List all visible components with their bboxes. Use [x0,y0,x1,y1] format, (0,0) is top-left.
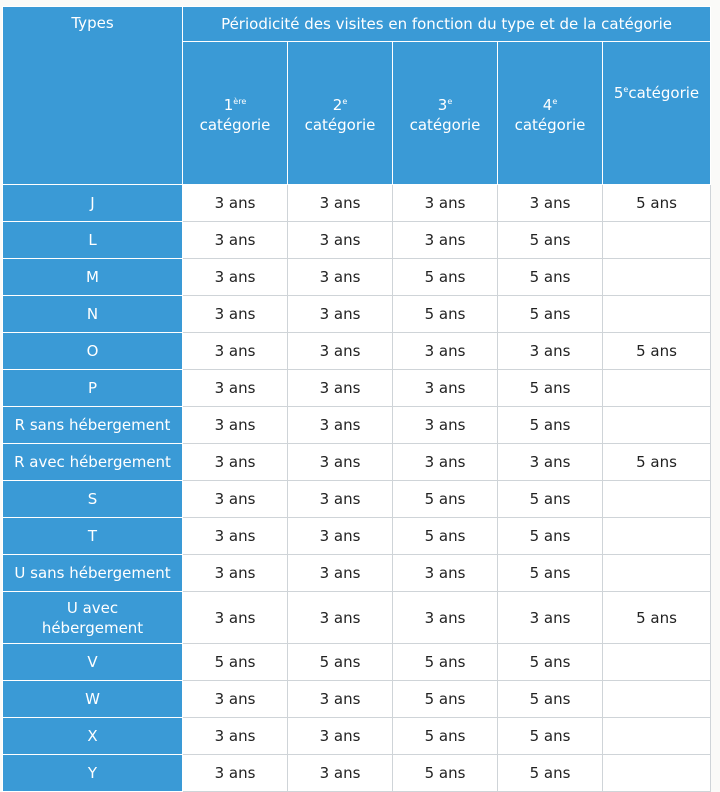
value-cell-cat-3: 3 ans [393,555,498,592]
type-cell: R sans hébergement [3,407,183,444]
value-cell-cat-2: 3 ans [288,185,393,222]
table-row [3,444,711,481]
value-cell-cat-5 [603,481,711,518]
category-number: 3 [437,95,448,114]
value-cell-cat-1: 5 ans [183,644,288,681]
value-cell-cat-4: 3 ans [498,185,603,222]
value-cell-cat-5 [603,407,711,444]
category-number: 2 [332,95,343,114]
category-header-1 [183,42,288,185]
value-cell-cat-4: 3 ans [498,444,603,481]
table-row [3,681,711,718]
table-row [3,644,711,681]
value-cell-cat-5 [603,755,711,792]
table-body [3,185,711,792]
value-cell-cat-3: 5 ans [393,518,498,555]
category-label: catégorie [409,115,481,134]
table-row [3,592,711,644]
value-cell-cat-3: 5 ans [393,644,498,681]
value-cell-cat-5 [603,222,711,259]
table-row [3,555,711,592]
value-cell-cat-3: 3 ans [393,222,498,259]
type-cell: U sans hébergement [3,555,183,592]
value-cell-cat-5 [603,296,711,333]
value-cell-cat-5 [603,518,711,555]
value-cell-cat-4: 5 ans [498,681,603,718]
value-cell-cat-1: 3 ans [183,296,288,333]
table-row [3,718,711,755]
type-cell: V [3,644,183,681]
value-cell-cat-5 [603,718,711,755]
value-cell-cat-4: 5 ans [498,407,603,444]
value-cell-cat-4: 5 ans [498,518,603,555]
types-header [3,7,183,185]
type-cell: M [3,259,183,296]
value-cell-cat-1: 3 ans [183,592,288,644]
value-cell-cat-1: 3 ans [183,370,288,407]
value-cell-cat-5 [603,644,711,681]
value-cell-cat-4: 5 ans [498,644,603,681]
value-cell-cat-1: 3 ans [183,718,288,755]
table-row [3,259,711,296]
category-number: 4 [542,95,553,114]
periodicity-table [2,6,711,792]
value-cell-cat-3: 3 ans [393,407,498,444]
value-cell-cat-3: 5 ans [393,755,498,792]
type-cell: Y [3,755,183,792]
category-label: catégorie [199,115,271,134]
value-cell-cat-4: 3 ans [498,592,603,644]
category-suffix: e [342,96,348,106]
table-header [3,7,711,185]
category-number: 5 [613,84,624,102]
value-cell-cat-5 [603,259,711,296]
value-cell-cat-2: 3 ans [288,333,393,370]
value-cell-cat-4: 3 ans [498,333,603,370]
value-cell-cat-1: 3 ans [183,407,288,444]
category-label: catégorie [514,115,586,134]
value-cell-cat-1: 3 ans [183,222,288,259]
value-cell-cat-1: 3 ans [183,681,288,718]
value-cell-cat-4: 5 ans [498,718,603,755]
type-cell: S [3,481,183,518]
types-header-label: Types [71,14,114,32]
value-cell-cat-2: 3 ans [288,718,393,755]
value-cell-cat-3: 3 ans [393,185,498,222]
value-cell-cat-3: 3 ans [393,444,498,481]
category-suffix: e [447,96,453,106]
value-cell-cat-2: 3 ans [288,407,393,444]
value-cell-cat-1: 3 ans [183,444,288,481]
value-cell-cat-4: 5 ans [498,481,603,518]
value-cell-cat-1: 3 ans [183,259,288,296]
table-row [3,296,711,333]
value-cell-cat-5: 5 ans [603,592,711,644]
value-cell-cat-5: 5 ans [603,185,711,222]
type-cell: N [3,296,183,333]
category-suffix: ère [233,96,247,106]
table-row [3,370,711,407]
category-number: 1 [223,95,234,114]
type-cell: P [3,370,183,407]
value-cell-cat-5 [603,370,711,407]
value-cell-cat-5: 5 ans [603,333,711,370]
type-cell: X [3,718,183,755]
value-cell-cat-4: 5 ans [498,222,603,259]
type-cell: R avec hébergement [3,444,183,481]
category-suffix: e [623,85,629,94]
value-cell-cat-2: 3 ans [288,296,393,333]
value-cell-cat-3: 3 ans [393,333,498,370]
value-cell-cat-2: 3 ans [288,755,393,792]
value-cell-cat-2: 3 ans [288,681,393,718]
value-cell-cat-3: 5 ans [393,681,498,718]
category-header-4 [498,42,603,185]
table-row [3,333,711,370]
value-cell-cat-2: 3 ans [288,259,393,296]
value-cell-cat-1: 3 ans [183,755,288,792]
value-cell-cat-1: 3 ans [183,185,288,222]
value-cell-cat-3: 3 ans [393,370,498,407]
category-label: catégorie [628,84,700,102]
category-suffix: e [552,96,558,106]
value-cell-cat-4: 5 ans [498,370,603,407]
table-row [3,518,711,555]
category-header-2 [288,42,393,185]
type-cell: L [3,222,183,259]
table-row [3,222,711,259]
value-cell-cat-5: 5 ans [603,444,711,481]
category-header-3 [393,42,498,185]
value-cell-cat-1: 3 ans [183,555,288,592]
value-cell-cat-1: 3 ans [183,333,288,370]
table-row [3,755,711,792]
type-cell: J [3,185,183,222]
value-cell-cat-2: 5 ans [288,644,393,681]
value-cell-cat-4: 5 ans [498,755,603,792]
value-cell-cat-3: 5 ans [393,481,498,518]
value-cell-cat-3: 5 ans [393,259,498,296]
value-cell-cat-3: 3 ans [393,592,498,644]
value-cell-cat-3: 5 ans [393,718,498,755]
type-cell: T [3,518,183,555]
value-cell-cat-3: 5 ans [393,296,498,333]
type-cell: O [3,333,183,370]
value-cell-cat-2: 3 ans [288,444,393,481]
value-cell-cat-2: 3 ans [288,592,393,644]
category-label: catégorie [304,115,376,134]
type-cell: W [3,681,183,718]
value-cell-cat-2: 3 ans [288,370,393,407]
value-cell-cat-1: 3 ans [183,481,288,518]
value-cell-cat-2: 3 ans [288,555,393,592]
value-cell-cat-5 [603,681,711,718]
value-cell-cat-1: 3 ans [183,518,288,555]
type-cell: U avec hébergement [3,592,183,644]
value-cell-cat-2: 3 ans [288,518,393,555]
table-row [3,185,711,222]
table-row [3,481,711,518]
value-cell-cat-4: 5 ans [498,259,603,296]
value-cell-cat-5 [603,555,711,592]
value-cell-cat-2: 3 ans [288,481,393,518]
periodicity-title: Périodicité des visites en fonction du type et de la catégorie [183,7,711,42]
value-cell-cat-4: 5 ans [498,555,603,592]
table-row [3,407,711,444]
value-cell-cat-4: 5 ans [498,296,603,333]
category-header-5 [603,42,711,185]
value-cell-cat-2: 3 ans [288,222,393,259]
